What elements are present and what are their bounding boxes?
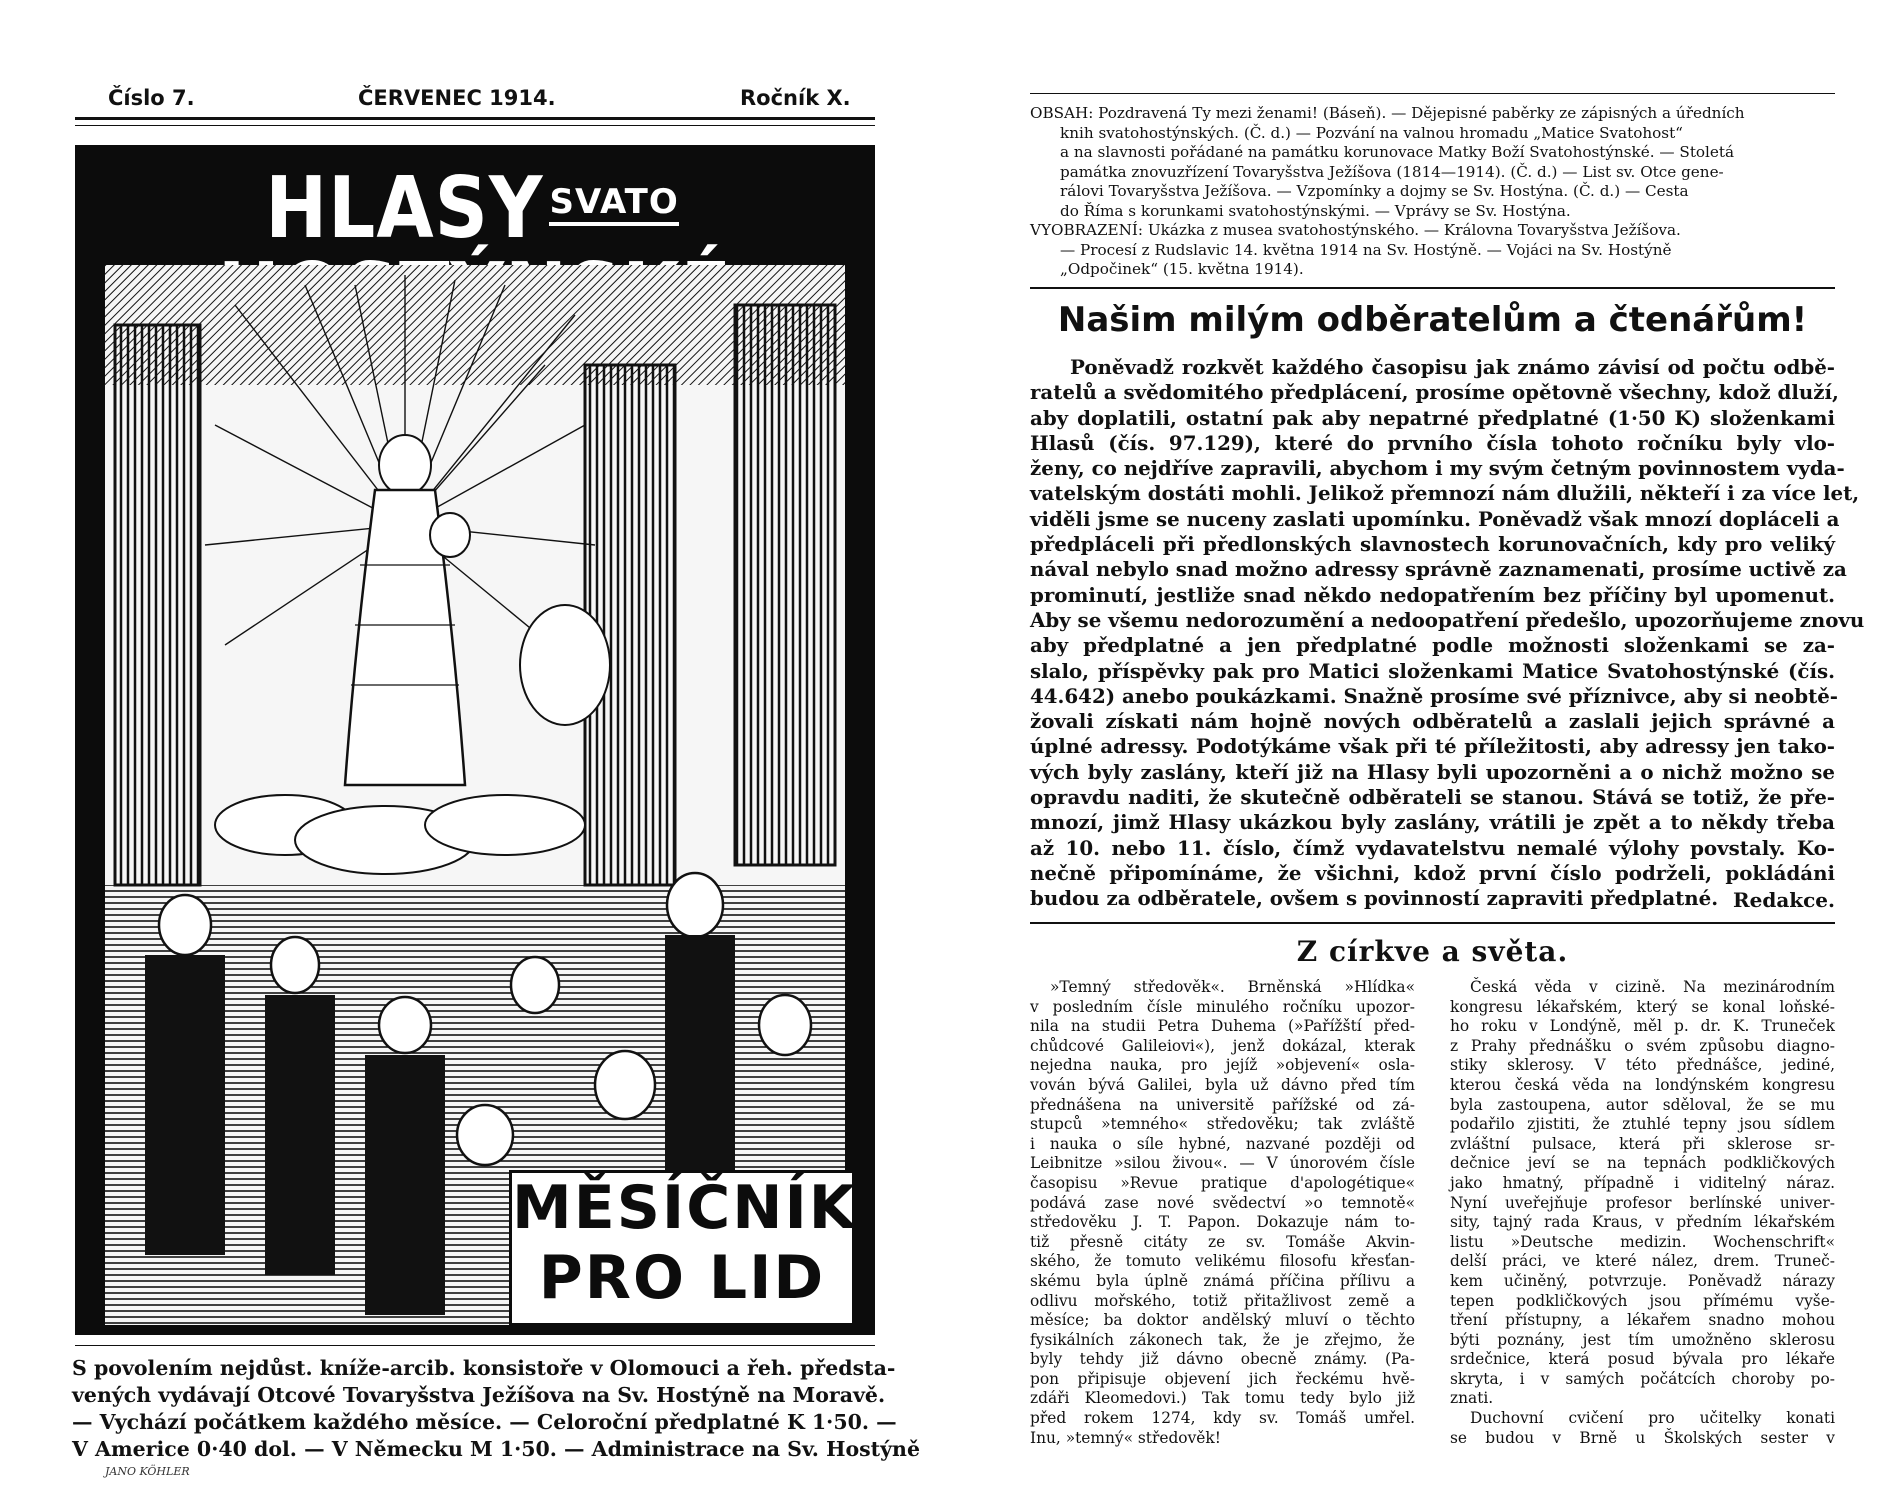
notice-line: viděli jsme se nuceny zaslati upomínku. Poněvadž však mnozí dopláceli a <box>1030 506 1840 531</box>
article-line: měsíce; ba doktor andělský mluví o těchto <box>1030 1311 1415 1330</box>
footnote-line: vených vydávají Otcové Tovaryšstva Ježíšova na Sv. Hostýně na Moravě. <box>72 1383 886 1407</box>
publication-note <box>72 1355 920 1463</box>
contents-line: OBSAH: Pozdravená Ty mezi ženami! (Báseň). — Dějepisné paběrky ze zápisných a úředních <box>1030 104 1745 122</box>
article-line: dečnice jeví se na tepnách podkličkových <box>1450 1154 1835 1173</box>
contents-bottom-rule <box>1030 287 1835 289</box>
article-column-left <box>1030 978 1415 1448</box>
contents-line: památka znovuzřízení Tovaryšstva Ježíšova (1814—1914). (Č. d.) — List sv. Otce gene- <box>1060 162 1724 181</box>
article-line: stupců »temného« středověku; tak zvláště <box>1030 1115 1415 1134</box>
notice-line: vatelským dostáti mohli. Jelikož přemnozí nám dlužili, někteří i za více let, <box>1030 481 1860 506</box>
article-line: kongresu lékařském, který se konal loňské- <box>1450 997 1835 1016</box>
article-line: kem učiněný, potvrzuje. Poněvadž nárazy <box>1450 1271 1835 1290</box>
article-line: Česká věda v cizině. Na mezinárodním <box>1470 978 1835 996</box>
footnote-line: V Americe 0·40 dol. — V Německu M 1·50. — Administrace na Sv. Hostýně <box>72 1437 920 1461</box>
notice-line: až 10. nebo 11. číslo, čímž vydavatelstvu nemalé výlohy povstaly. Ko- <box>1030 835 1835 860</box>
article-line: časopisu »Revue pratique d'apologétique« <box>1030 1173 1415 1192</box>
article-line: z Prahy přednášku o svém způsobu diagno- <box>1450 1036 1835 1055</box>
notice-line: žovali získati nám hojně nových odběratelů a zaslali jejich správné a <box>1030 709 1835 734</box>
article-line: Nyní uveřejňuje profesor berlínské univer- <box>1450 1193 1835 1212</box>
article-line: nejedna nauka, pro jejíž »objevení« osla- <box>1030 1056 1415 1075</box>
notice-signature: Redakce. <box>1732 888 1835 912</box>
article-column-right <box>1450 978 1835 1448</box>
article-line: přednášena na universitě pařížské od zá- <box>1030 1095 1415 1114</box>
article-line: ho roku v Londýně, měl p. dr. K. Truneček <box>1450 1017 1835 1036</box>
article-line: srdečnice, která posud bývala pro lékaře <box>1450 1350 1835 1369</box>
article-line: se budou v Brně u Školských sester v <box>1450 1428 1835 1447</box>
madonna-engraving <box>105 265 845 1325</box>
notice-line: nečně připomínáme, že všichni, kdož první číslo podrželi, pokládáni <box>1030 860 1835 885</box>
artist-signature: JANO KÖHLER <box>105 1465 190 1478</box>
contents-line: knih svatohostýnských. (Č. d.) — Pozvání na valnou hromadu „Matice Svatohost“ <box>1060 123 1683 142</box>
subtitle-line1: MĚSÍČNÍK <box>512 1173 858 1243</box>
article-line: kterou česká věda na londýnském kongresu <box>1450 1075 1835 1094</box>
notice-line: Hlasů (čís. 97.129), které do prvního čísla tohoto ročníku byly vlo- <box>1030 430 1835 455</box>
article-line: pon připisuje objevení jich řeckému hvě- <box>1030 1369 1415 1388</box>
article-line: ského, že tomuto velikému filosofu křesťan- <box>1030 1252 1415 1271</box>
article-line: nila na studii Petra Duhema (»Pařížští před- <box>1030 1017 1415 1036</box>
article-line: stiky sklerosy. V této přednášce, jediné, <box>1450 1056 1835 1075</box>
notice-line: úplné adressy. Podotýkáme však při té příležitosti, aby adressy jen tako- <box>1030 734 1835 759</box>
article-line: chůdcové Galileiovi«), jenž dokázal, kterak <box>1030 1036 1415 1055</box>
contents-line: — Procesí z Rudslavic 14. května 1914 na Sv. Hostýně. — Vojáci na Sv. Hostýně <box>1060 240 1672 259</box>
footnote-line: S povolením nejdůst. knížе-arcib. konsistoře v Olomouci a řeh. předsta- <box>72 1356 896 1380</box>
notice-line: Aby se všemu nedorozumění a nedoopatření předešlo, upozorňujeme znovu <box>1030 607 1865 632</box>
notice-line: Poněvadž rozkvět každého časopisu jak známo závisí od počtu odbě- <box>1070 355 1835 379</box>
notice-heading: Našim milým odběratelům a čtenářům! <box>1057 300 1808 340</box>
section-rule <box>1030 922 1835 924</box>
article-line: tiž přesně citáty ze sv. Tomáše Akvin- <box>1030 1232 1415 1251</box>
article-line: podává zase nové svědectví »o temnotě« <box>1030 1193 1415 1212</box>
header-rule-thin <box>75 125 875 126</box>
article-line: skému byla úplně známá příčina přílivu a <box>1030 1271 1415 1290</box>
issue-date: ČERVENEC 1914. <box>358 86 556 110</box>
notice-line: slalo, příspěvky pak pro Matici složenkami Matice Svatohostýnské (čís. <box>1030 658 1835 683</box>
engraving-graphic <box>105 265 845 1325</box>
volume-number: Ročník X. <box>740 86 851 110</box>
subtitle-line2: PRO LID <box>538 1243 826 1313</box>
article-line: vován bývá Galilei, byla už dávno před tím <box>1030 1075 1415 1094</box>
article-line: tepen podkličkových jsou přímému vyše- <box>1450 1291 1835 1310</box>
contents-line: do Říma s korunkami svatohostýnskými. — Vprávy se Sv. Hostýna. <box>1060 201 1571 220</box>
footer-rule <box>75 1345 875 1346</box>
notice-line: ženy, co nejdříve zapravili, abychom i my svým četným povinnostem vyda- <box>1030 456 1845 481</box>
article-line: byla zastoupena, autor sděloval, že se mu <box>1450 1095 1835 1114</box>
article-line: tření přístupny, a lékařem snadno mohou <box>1450 1311 1835 1330</box>
article-line: i nauka o síle hybné, nazvané později od <box>1030 1134 1415 1153</box>
notice-line: budou za odběratele, ovšem s povinností zapraviti předplatné. <box>1030 886 1719 911</box>
article-line: před rokem 1274, kdy sv. Tomáš umřel. <box>1030 1409 1415 1428</box>
article-line: »Temný středověk«. Brněnská »Hlídka« <box>1050 978 1415 996</box>
article-line: delší práci, ve které nález, drem. Truneč- <box>1450 1252 1835 1271</box>
notice-line: vých byly zaslány, kteří již na Hlasy byli upozorněni a o nichž možno se <box>1030 759 1835 784</box>
article-line: jako hmatný, případně i viditelný náraz. <box>1450 1173 1835 1192</box>
notice-line: nával nebylo snad možno adressy správně zaznamenati, prosíme uctivě za <box>1030 557 1847 582</box>
article-line: Duchovní cvičení pro učitelky konati <box>1470 1409 1835 1428</box>
notice-body <box>1030 355 1865 912</box>
article-line: býti poznány, jest tím umožněno sklerosu <box>1450 1330 1835 1349</box>
article-line: podařilo zjistiti, že ztuhlé tepny jsou sídlem <box>1450 1115 1835 1134</box>
article-line: byly tehdy již dávno obecně známy. (Pa- <box>1030 1350 1415 1369</box>
article-line: v posledním čísle minulého ročníku upozor- <box>1030 997 1415 1016</box>
article-line: zdáři Kleomedovi.) Tak tomu tedy bylo již <box>1030 1389 1415 1408</box>
notice-line: předpláceli při předlonských slavnostech korunovačních, kdy pro veliký <box>1030 532 1835 557</box>
contents-top-rule <box>1030 93 1835 94</box>
notice-line: 44.642) anebo poukázkami. Snažně prosíme své příznivce, aby si neobtě- <box>1030 683 1839 708</box>
masthead-left: HLASY <box>265 158 544 258</box>
notice-line: aby předplatné a jen předplatné podle možnosti složenkami se za- <box>1030 633 1835 658</box>
article-line: zvláštní pulsace, která při sklerose sr- <box>1450 1134 1835 1153</box>
issue-number: Číslo 7. <box>108 86 195 110</box>
subtitle-box <box>509 1170 858 1326</box>
article-line: odlivu mořského, totiž přitažlivost země a <box>1030 1291 1415 1310</box>
masthead-small: SVATO <box>549 182 678 226</box>
footnote-line: — Vychází počátkem každého měsíce. — Celoroční předplatné K 1·50. — <box>72 1410 897 1434</box>
notice-line: opravdu naditi, že skutečně odběrateli se stanou. Stává se totiž, že pře- <box>1030 785 1835 810</box>
table-of-contents <box>1030 104 1835 280</box>
contents-line: „Odpočinek“ (15. května 1914). <box>1060 260 1304 278</box>
section-heading: Z církve a světa. <box>1296 935 1569 968</box>
article-line: skryta, i v samých počátcích choroby po- <box>1450 1369 1835 1388</box>
notice-line: mnozí, jimž Hlasy ukázkou byly zaslány, vrátili je zpět a to někdy třeba <box>1030 810 1835 835</box>
notice-line: prominutí, jestliže snad někdo nedopatřením bez příčiny byl upomenut. <box>1030 582 1835 607</box>
article-line: Leibnitze »silou živou«. — V únorovém čísle <box>1030 1154 1415 1173</box>
contents-line: VYOBRAZENÍ: Ukázka z musea svatohostýnského. — Královna Tovaryšstva Ježíšova. <box>1030 221 1681 239</box>
header-rule <box>75 117 875 120</box>
article-line: znati. <box>1450 1389 1494 1408</box>
contents-line: a na slavnosti pořádané na památku korunovace Matky Boží Svatohostýnské. — Stoletá <box>1060 143 1735 161</box>
article-line: fysikálních zákonech tak, že je zřejmo, že <box>1030 1330 1415 1349</box>
contents-line: rálovi Tovaryšstva Ježíšova. — Vzpomínky a dojmy se Sv. Hostýna. (Č. d.) — Cesta <box>1060 182 1689 200</box>
article-line: středověku J. T. Papon. Dokazuje nám to- <box>1030 1213 1415 1232</box>
notice-line: ratelů a svědomitého předplácení, prosíme opětovně všechny, kdož dluží, <box>1030 380 1839 405</box>
article-line: listu »Deutsche medizin. Wochenschrift« <box>1450 1232 1835 1251</box>
notice-line: aby doplatili, ostatní pak aby nepatrné předplatné (1·50 K) složenkami <box>1030 405 1835 430</box>
article-line: sity, tajný rada Kraus, v předním lékařském <box>1450 1213 1835 1232</box>
article-line: Inu, »temný« středověk! <box>1030 1428 1221 1447</box>
